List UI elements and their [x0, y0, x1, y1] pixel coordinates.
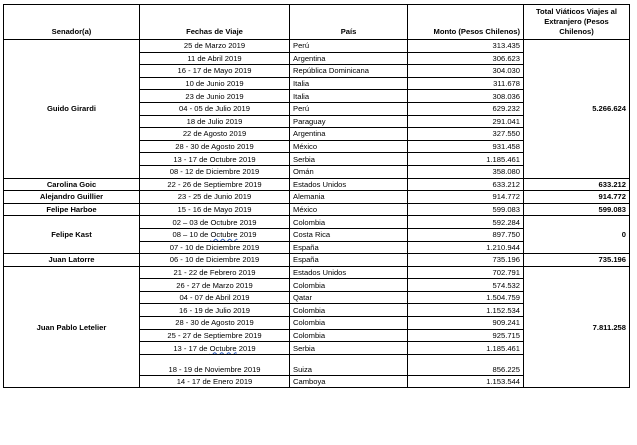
trip-country: Omán [290, 165, 408, 178]
trip-amount: 291.041 [408, 115, 524, 128]
table-row [4, 191, 630, 204]
trip-amount: 629.232 [408, 102, 524, 115]
trip-amount: 633.212 [408, 178, 524, 191]
trip-date [140, 279, 290, 292]
trip-country: Alemania [290, 191, 408, 204]
trip-date-text: 08 - 12 de Diciembre 2019 [169, 167, 260, 177]
trip-country: Qatar [290, 291, 408, 304]
trip-date [140, 342, 290, 355]
trip-country: Perú [290, 40, 408, 53]
trip-date-text: 18 de Julio 2019 [186, 116, 243, 126]
trip-date-text: 28 - 30 de Agosto 2019 [175, 318, 254, 328]
trip-date-text: 22 de Agosto 2019 [182, 129, 247, 139]
trip-country: Estados Unidos [290, 266, 408, 279]
trip-amount: 358.080 [408, 165, 524, 178]
trip-date [140, 90, 290, 103]
trip-date [140, 40, 290, 53]
trip-country: Camboya [290, 375, 408, 388]
senator-name: Alejandro Guillier [4, 191, 140, 204]
header-fechas: Fechas de Viaje [140, 5, 290, 40]
senator-total: 7.811.258 [524, 266, 630, 388]
trip-date [140, 102, 290, 115]
trip-amount: 313.435 [408, 40, 524, 53]
trip-amount: 909.241 [408, 317, 524, 330]
trip-date [140, 140, 290, 153]
trip-date-text: 16 - 17 de Mayo 2019 [177, 66, 252, 76]
trip-date-text: 18 - 19 de Noviembre 2019 [168, 364, 261, 374]
trip-amount: 1.504.759 [408, 291, 524, 304]
header-total: Total Viáticos Viajes al Extranjero (Pesos Chilenos) [524, 5, 630, 40]
trip-date-text: 15 - 16 de Mayo 2019 [177, 205, 252, 215]
trip-date-text: 02 – 03 de Octubre 2019 [172, 217, 257, 227]
spellcheck-underline: Octubre [209, 343, 237, 353]
trip-date [140, 165, 290, 178]
senator-name: Felipe Kast [4, 216, 140, 254]
trip-date-text: 21 - 22 de Febrero 2019 [173, 267, 256, 277]
trip-amount: 311.678 [408, 77, 524, 90]
trip-date [140, 266, 290, 279]
viaticos-table [3, 4, 630, 388]
trip-date [140, 254, 290, 267]
trip-date-text: 11 de Abril 2019 [187, 53, 242, 63]
senator-name: Felipe Harboe [4, 203, 140, 216]
trip-amount: 1.152.534 [408, 304, 524, 317]
trip-date [140, 241, 290, 254]
trip-amount: 1.185.461 [408, 342, 524, 355]
trip-amount: 327.550 [408, 128, 524, 141]
trip-country: Colombia [290, 216, 408, 229]
trip-date-text: 13 - 17 de Octubre 2019 [173, 154, 256, 164]
spellcheck-underline: Octubre [210, 230, 238, 240]
senator-total: 5.266.624 [524, 40, 630, 179]
trip-date-text: 25 - 27 de Septiembre 2019 [167, 330, 262, 340]
trip-date [140, 354, 290, 375]
trip-country: Suiza [290, 354, 408, 375]
trip-date [140, 115, 290, 128]
trip-amount: 308.036 [408, 90, 524, 103]
trip-date [140, 203, 290, 216]
table-row [4, 178, 630, 191]
senator-total: 914.772 [524, 191, 630, 204]
trip-country: España [290, 254, 408, 267]
trip-date [140, 228, 290, 241]
table-row [4, 266, 630, 279]
trip-amount: 1.210.944 [408, 241, 524, 254]
trip-amount: 306.623 [408, 52, 524, 65]
trip-amount: 702.791 [408, 266, 524, 279]
trip-date [140, 317, 290, 330]
trip-country: México [290, 203, 408, 216]
senator-name: Juan Latorre [4, 254, 140, 267]
senator-name: Carolina Goic [4, 178, 140, 191]
table-row [4, 203, 630, 216]
trip-date-text: 26 - 27 de Marzo 2019 [176, 280, 253, 290]
trip-country: Colombia [290, 329, 408, 342]
senator-name: Juan Pablo Letelier [4, 266, 140, 388]
trip-date-text: 23 de Junio 2019 [185, 91, 244, 101]
trip-amount: 735.196 [408, 254, 524, 267]
trip-amount: 599.083 [408, 203, 524, 216]
trip-country: Paraguay [290, 115, 408, 128]
trip-amount: 592.284 [408, 216, 524, 229]
trip-amount: 574.532 [408, 279, 524, 292]
trip-country: Argentina [290, 52, 408, 65]
table-row [4, 254, 630, 267]
header-row [4, 5, 630, 40]
trip-country: Colombia [290, 304, 408, 317]
table-row [4, 216, 630, 229]
trip-date-text: 06 - 10 de Diciembre 2019 [169, 255, 260, 265]
trip-date-text: 22 - 26 de Septiembre 2019 [167, 179, 262, 189]
trip-amount: 1.153.544 [408, 375, 524, 388]
trip-date-text: 16 - 19 de Julio 2019 [179, 305, 250, 315]
trip-date-text: 04 - 07 de Abril 2019 [179, 293, 250, 303]
trip-country: Costa Rica [290, 228, 408, 241]
trip-country: Italia [290, 90, 408, 103]
trip-date-text: 14 - 17 de Enero 2019 [176, 377, 253, 387]
trip-amount: 897.750 [408, 228, 524, 241]
trip-date-text: 08 – 10 de Octubre 2019 [172, 230, 257, 240]
trip-amount: 914.772 [408, 191, 524, 204]
trip-country: Serbia [290, 153, 408, 166]
trip-date [140, 153, 290, 166]
trip-country: Perú [290, 102, 408, 115]
senator-total: 633.212 [524, 178, 630, 191]
trip-date [140, 216, 290, 229]
header-monto: Monto (Pesos Chilenos) [408, 5, 524, 40]
trip-date-text: 13 - 17 de Octubre 2019 [173, 343, 256, 353]
trip-date [140, 178, 290, 191]
trip-country: Colombia [290, 279, 408, 292]
trip-date [140, 128, 290, 141]
senator-name: Guido Girardi [4, 40, 140, 179]
trip-country: Argentina [290, 128, 408, 141]
trip-date-text: 07 - 10 de Diciembre 2019 [169, 242, 260, 252]
trip-country: Italia [290, 77, 408, 90]
trip-date [140, 65, 290, 78]
trip-amount: 931.458 [408, 140, 524, 153]
table-row [4, 40, 630, 53]
trip-date [140, 191, 290, 204]
senator-total: 735.196 [524, 254, 630, 267]
trip-amount: 1.185.461 [408, 153, 524, 166]
trip-country: España [290, 241, 408, 254]
trip-amount: 925.715 [408, 329, 524, 342]
trip-date-text: 10 de Junio 2019 [185, 79, 244, 89]
senator-total: 599.083 [524, 203, 630, 216]
trip-date [140, 77, 290, 90]
trip-country: Serbia [290, 342, 408, 355]
trip-country: Colombia [290, 317, 408, 330]
trip-country: México [290, 140, 408, 153]
trip-date [140, 291, 290, 304]
trip-date [140, 304, 290, 317]
header-senador: Senador(a) [4, 5, 140, 40]
trip-date-text: 23 - 25 de Junio 2019 [177, 192, 252, 202]
trip-amount: 304.030 [408, 65, 524, 78]
trip-country: República Dominicana [290, 65, 408, 78]
trip-date-text: 04 - 05 de Julio 2019 [179, 104, 250, 114]
header-pais: País [290, 5, 408, 40]
trip-amount: 856.225 [408, 354, 524, 375]
trip-date [140, 375, 290, 388]
trip-date-text: 28 - 30 de Agosto 2019 [175, 142, 254, 152]
trip-date [140, 52, 290, 65]
trip-date [140, 329, 290, 342]
senator-total: 0 [524, 216, 630, 254]
trip-date-text: 25 de Marzo 2019 [183, 41, 246, 51]
trip-country: Estados Unidos [290, 178, 408, 191]
